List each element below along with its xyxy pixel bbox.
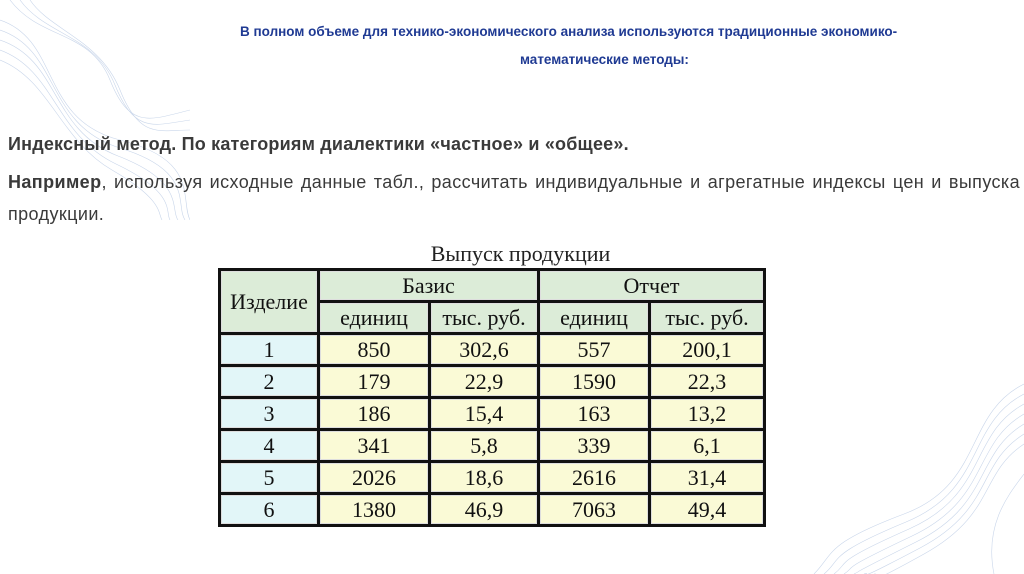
header-line-2: математические методы: bbox=[520, 52, 689, 67]
header-base-money: тыс. руб. bbox=[431, 303, 537, 332]
header-base-units: единиц bbox=[320, 303, 428, 332]
cell-report-units: 7063 bbox=[540, 495, 648, 524]
header-item: Изделие bbox=[221, 271, 317, 332]
cell-report-units: 557 bbox=[540, 335, 648, 364]
cell-item: 4 bbox=[221, 431, 317, 460]
cell-report-units: 1590 bbox=[540, 367, 648, 396]
table-row bbox=[221, 495, 763, 524]
production-table bbox=[218, 268, 766, 527]
table-title: Выпуск продукции bbox=[430, 241, 611, 266]
table-row bbox=[221, 335, 763, 364]
cell-base-units: 179 bbox=[320, 367, 428, 396]
paragraph-bold-lead: Например bbox=[8, 172, 102, 192]
cell-base-units: 1380 bbox=[320, 495, 428, 524]
cell-report-money: 200,1 bbox=[651, 335, 763, 364]
decorative-wave-bottom-right bbox=[794, 374, 1024, 574]
cell-base-money: 22,9 bbox=[431, 367, 537, 396]
header-report-money: тыс. руб. bbox=[651, 303, 763, 332]
example-paragraph bbox=[8, 166, 1020, 230]
table-row bbox=[221, 367, 763, 396]
cell-base-money: 5,8 bbox=[431, 431, 537, 460]
cell-item: 1 bbox=[221, 335, 317, 364]
header-report: Отчет bbox=[540, 271, 763, 300]
table-row bbox=[221, 399, 763, 428]
cell-item: 2 bbox=[221, 367, 317, 396]
cell-report-money: 22,3 bbox=[651, 367, 763, 396]
cell-report-units: 2616 bbox=[540, 463, 648, 492]
header-report-units: единиц bbox=[540, 303, 648, 332]
cell-report-units: 163 bbox=[540, 399, 648, 428]
cell-base-money: 18,6 bbox=[431, 463, 537, 492]
header-line-1: В полном объеме для технико-экономического анализа используются традиционные экономико- bbox=[240, 24, 898, 39]
paragraph-text: , используя исходные данные табл., рассчитать индивидуальные и агрегатные индексы цен и выпуска продукции. bbox=[8, 172, 1020, 224]
cell-base-money: 302,6 bbox=[431, 335, 537, 364]
cell-report-money: 6,1 bbox=[651, 431, 763, 460]
cell-base-units: 2026 bbox=[320, 463, 428, 492]
table-row bbox=[221, 463, 763, 492]
cell-base-money: 46,9 bbox=[431, 495, 537, 524]
cell-item: 5 bbox=[221, 463, 317, 492]
header-base: Базис bbox=[320, 271, 537, 300]
production-table-block bbox=[218, 240, 763, 527]
cell-report-money: 31,4 bbox=[651, 463, 763, 492]
cell-base-units: 850 bbox=[320, 335, 428, 364]
cell-base-money: 15,4 bbox=[431, 399, 537, 428]
section-heading: Индексный метод. По категориям диалектики «частное» и «общее». bbox=[8, 134, 629, 154]
cell-base-units: 341 bbox=[320, 431, 428, 460]
table-row bbox=[221, 431, 763, 460]
cell-report-money: 13,2 bbox=[651, 399, 763, 428]
cell-item: 6 bbox=[221, 495, 317, 524]
cell-item: 3 bbox=[221, 399, 317, 428]
cell-base-units: 186 bbox=[320, 399, 428, 428]
cell-report-money: 49,4 bbox=[651, 495, 763, 524]
cell-report-units: 339 bbox=[540, 431, 648, 460]
